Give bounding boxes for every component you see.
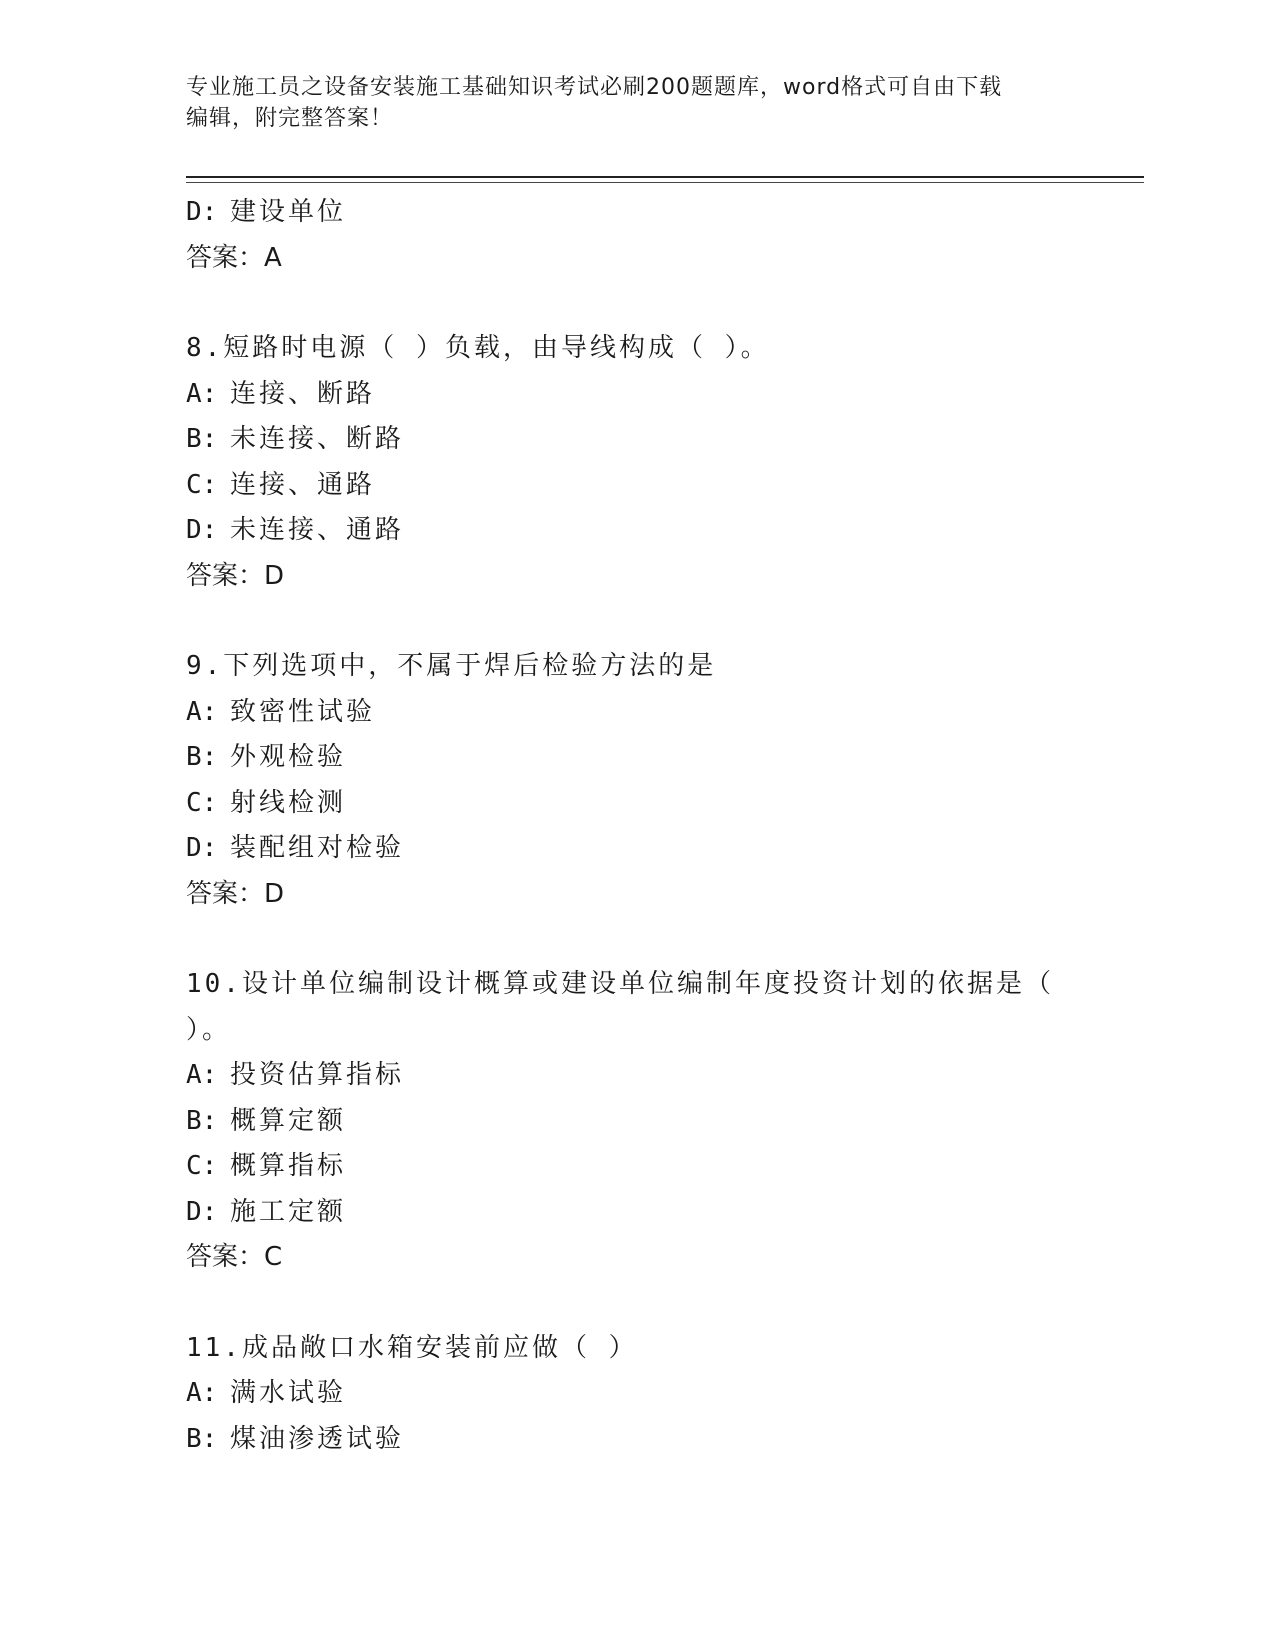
header-line-1: 专业施工员之设备安装施工基础知识考试必刷200题题库，word格式可自由下载 [186, 75, 1003, 100]
option-d: D: 建设单位 [186, 197, 347, 227]
answer: 答案：C [186, 1242, 283, 1272]
option-d: D: 装配组对检验 [186, 833, 405, 863]
option-b: B: 煤油渗透试验 [186, 1423, 405, 1454]
spacer [186, 281, 1086, 326]
option-d: D: 施工定额 [186, 1196, 347, 1227]
question-stem: 9.下列选项中，不属于焊后检验方法的是 [186, 651, 717, 681]
question-stem: 10.设计单位编制设计概算或建设单位编制年度投资计划的依据是（ [186, 969, 1054, 999]
answer: 答案：D [186, 878, 285, 909]
option-c: C: 射线检测 [186, 787, 347, 818]
option-b: B: 外观检验 [186, 742, 347, 772]
spacer [186, 917, 1086, 962]
spacer [186, 1281, 1086, 1326]
option-a: A: 致密性试验 [186, 696, 376, 727]
option-a: A: 满水试验 [186, 1378, 347, 1408]
option-a: A: 投资估算指标 [186, 1060, 405, 1090]
question-stem-continued: ）。 [186, 1014, 232, 1045]
option-b: B: 概算定额 [186, 1105, 347, 1136]
option-d: D: 未连接、通路 [186, 515, 405, 545]
question-stem: 11.成品敞口水箱安装前应做（ ） [186, 1332, 638, 1363]
option-a: A: 连接、断路 [186, 378, 376, 409]
document-body [186, 190, 1086, 1462]
document-header [186, 72, 1086, 134]
option-b: B: 未连接、断路 [186, 424, 405, 454]
answer: 答案：D [186, 560, 285, 591]
spacer [186, 599, 1086, 644]
header-rule-thick [186, 176, 1144, 178]
header-line-2: 编辑，附完整答案！ [186, 106, 394, 131]
answer: 答案：A [186, 242, 282, 273]
option-c: C: 概算指标 [186, 1151, 347, 1181]
question-stem: 8.短路时电源（ ）负载，由导线构成（ ）。 [186, 333, 770, 363]
header-rule-thin [186, 182, 1144, 183]
option-c: C: 连接、通路 [186, 469, 376, 500]
